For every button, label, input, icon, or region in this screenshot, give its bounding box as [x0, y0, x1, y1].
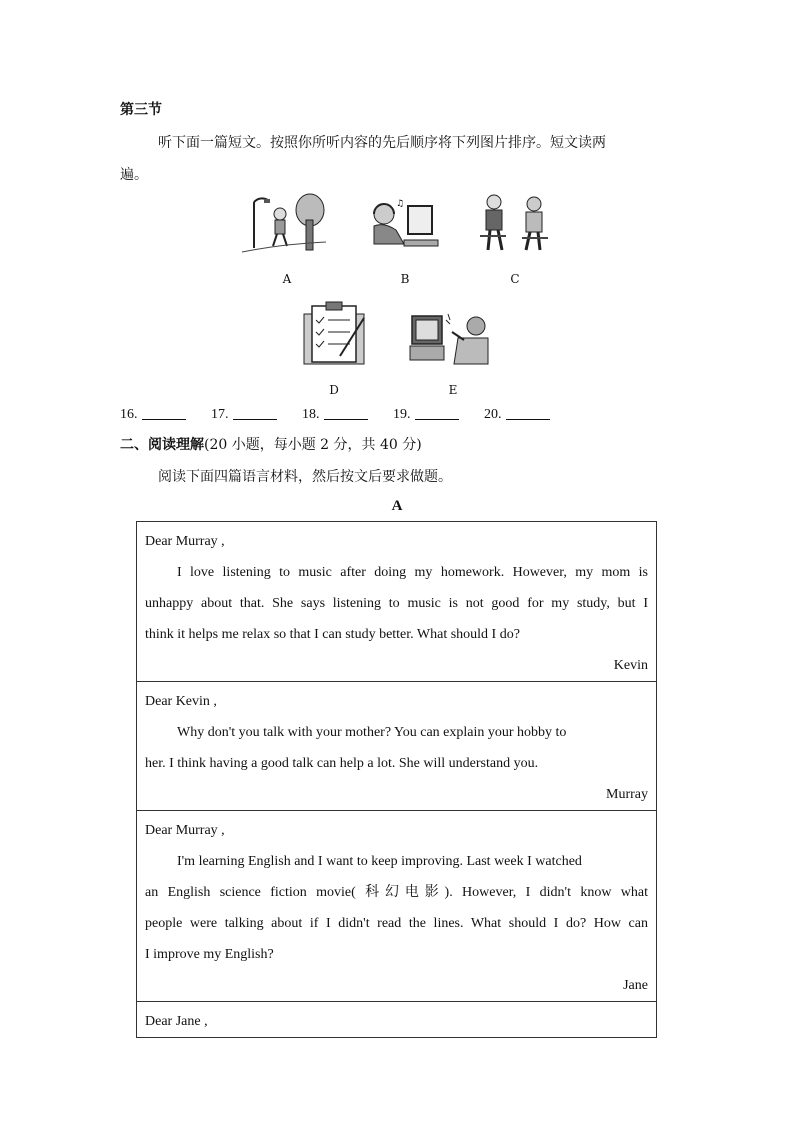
listening-instruction-line1: 听下面一篇短文。按照你所听内容的先后顺序将下列图片排序。短文读两	[158, 135, 606, 151]
letter-line: people were talking about if I didn't read the lines. What should I do? How can	[145, 916, 648, 931]
answer-blank-20[interactable]: 20.	[484, 405, 550, 423]
letter-signature: Kevin	[613, 658, 648, 673]
checklist-clipboard-icon	[298, 300, 370, 368]
letter-signature: Murray	[606, 787, 648, 802]
picture-label-d: D	[329, 383, 339, 397]
listening-instruction-line2: 遍。	[120, 167, 148, 183]
answer-blank-19[interactable]: 19.	[393, 405, 459, 423]
picture-label-e: E	[448, 383, 458, 397]
person-watching-tv-icon	[408, 310, 496, 370]
letter-row	[137, 811, 657, 1002]
answer-blank-16[interactable]: 16.	[120, 405, 186, 423]
person-walking-in-park-icon	[240, 190, 326, 258]
answer-line[interactable]	[415, 405, 459, 420]
letter-line: think it helps me relax so that I can study better. What should I do?	[145, 627, 520, 642]
answer-blank-17[interactable]: 17.	[211, 405, 277, 423]
answer-line[interactable]	[233, 405, 277, 420]
letter-cell	[137, 811, 657, 1002]
letter-line: I love listening to music after doing my homework. However, my mom is	[177, 565, 648, 580]
letter-row	[137, 1002, 657, 1038]
person-at-computer-with-music-icon	[368, 196, 442, 254]
two-people-talking-icon	[476, 192, 552, 258]
letter-cell	[137, 522, 657, 682]
letter-line: an English science fiction movie( 科幻电影). However, I didn't know what	[145, 885, 648, 900]
letter-greeting: Dear Kevin ,	[145, 694, 217, 709]
letter-greeting: Dear Murray ,	[145, 534, 225, 549]
letter-greeting: Dear Jane ,	[145, 1014, 208, 1029]
part2-heading-points: (20 小题，每小题 2 分，共 40 分)	[204, 437, 422, 453]
reading-instruction: 阅读下面四篇语言材料，然后按文后要求做题。	[158, 469, 452, 485]
letter-line: I'm learning English and I want to keep improving. Last week I watched	[177, 854, 582, 869]
letter-greeting: Dear Murray ,	[145, 823, 225, 838]
section-heading: 第三节	[120, 102, 162, 118]
part2-heading	[120, 435, 422, 455]
letter-row	[137, 522, 657, 682]
letter-cell	[137, 1002, 657, 1038]
part2-heading-title: 二、阅读理解	[120, 437, 204, 453]
answer-line[interactable]	[506, 405, 550, 420]
answer-blank-18[interactable]: 18.	[302, 405, 368, 423]
answer-blanks	[120, 405, 572, 423]
letter-line: I improve my English?	[145, 947, 274, 962]
letter-cell	[137, 682, 657, 811]
letter-line: Why don't you talk with your mother? You can explain your hobby to	[177, 725, 567, 740]
answer-line[interactable]	[324, 405, 368, 420]
letter-line: her. I think having a good talk can help a lot. She will understand you.	[145, 756, 539, 771]
letter-signature: Jane	[623, 978, 648, 993]
letters-table	[136, 521, 657, 1038]
letter-line: unhappy about that. She says listening to music is not good for my study, but I	[145, 596, 648, 611]
picture-label-b: B	[400, 272, 410, 286]
picture-label-a: A	[282, 272, 292, 286]
svg-text:♫: ♫	[396, 199, 405, 209]
letter-row	[137, 682, 657, 811]
passage-label: A	[391, 498, 403, 514]
answer-line[interactable]	[142, 405, 186, 420]
picture-label-c: C	[510, 272, 520, 286]
